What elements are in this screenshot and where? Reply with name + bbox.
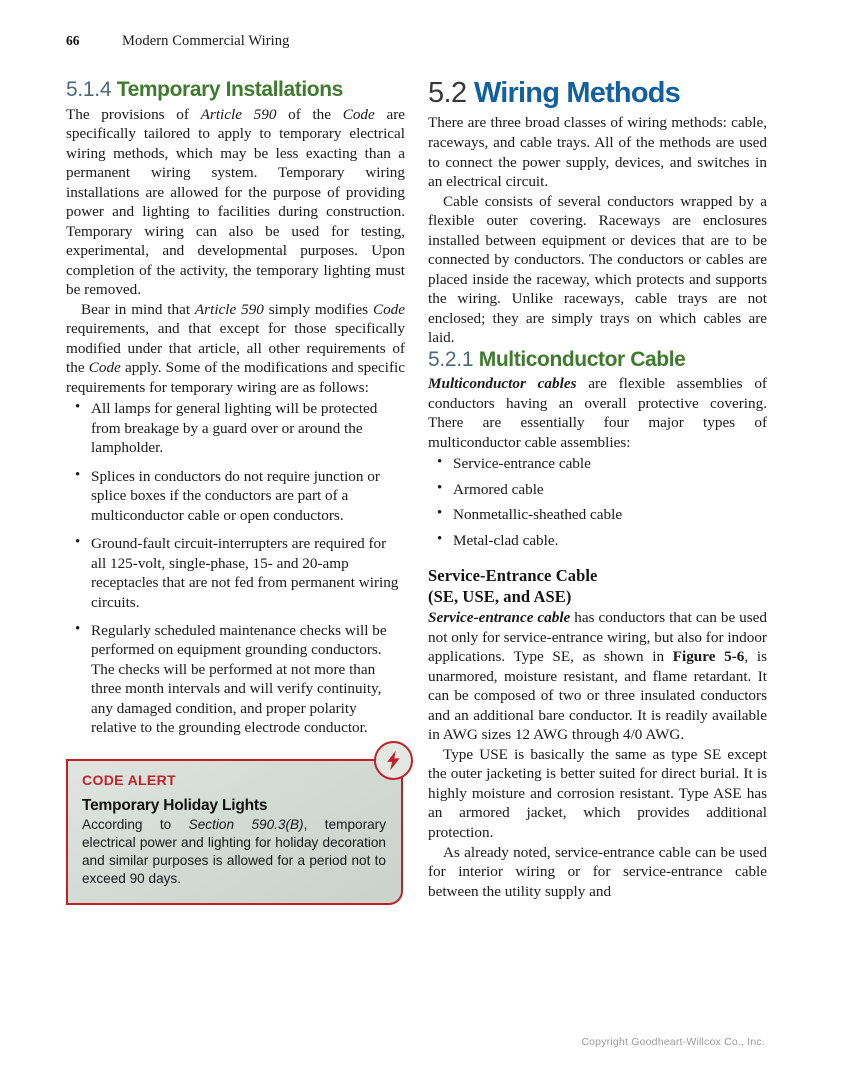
paragraph-wiring-methods-2: Cable consists of several conductors wrapped by a flexible outer covering. Raceways are enclosures installed between equipment or devices that are to be connected by conductors. The conductors or cables are placed inside the raceway, which protects and supports the wiring. Unlike raceways, cable trays are not enclosed; they are simply trays on which cables are laid.	[428, 192, 767, 347]
list-item: • All lamps for general lighting will be protected from breakage by a guard over or around the lampholder.	[66, 399, 405, 457]
list-item: • Regularly scheduled maintenance checks will be performed on equipment grounding conductors. The checks will be performed at not more than three month intervals and will verify continuity, any damaged condition, and proper polarity relative to the grounding electrode conductor.	[66, 621, 405, 738]
list-item: • Splices in conductors do not require junction or splice boxes if the conductors are part of a multiconductor cable or open conductors.	[66, 467, 405, 525]
section-title: Temporary Installations	[116, 78, 343, 101]
lightning-bolt-icon	[374, 741, 413, 780]
right-column	[428, 78, 767, 901]
code-alert-callout	[66, 759, 403, 905]
paragraph-service-entrance-cable-2: Type USE is basically the same as type SE except the outer jacketing is better suited for direct burial. It is highly moisture and corrosion resistant. Type ASE has an armored jacket, which provides additional protection.	[428, 745, 767, 842]
code-alert-kicker: CODE ALERT	[82, 771, 176, 788]
section-heading-5-1-4	[66, 78, 405, 102]
list-item: • Ground-fault circuit-interrupters are required for all 125-volt, single-phase, 15- and 20-amp receptacles that are not fed from permanent wiring circuits.	[66, 534, 405, 612]
paragraph-service-entrance-cable-1: Service-entrance cable has conductors that can be used not only for service-entrance wiring, but also for indoor applications. Type SE, as shown in Figure 5-6, is unarmored, moisture resistant, and flame retardant. It can be composed of two or three insulated conductors and an additional bare conductor. It is readily available in AWG sizes 12 AWG through 4/0 AWG.	[428, 609, 768, 744]
section-heading-5-2-1	[428, 348, 767, 372]
subheading-line-2: (SE, USE, and ASE)	[428, 586, 572, 606]
paragraph-temporary-installations-2: Bear in mind that Article 590 simply modifies Code requirements, and that except for those specifically modified under that article, all other requirements of the Code apply. Some of the modifications and specific requirements for temporary wiring are as follows:	[66, 300, 406, 396]
page-number: 66	[66, 33, 80, 48]
page-body	[0, 78, 849, 978]
list-item: • Nonmetallic-sheathed cable	[428, 505, 767, 524]
left-column	[66, 78, 405, 905]
section-heading-5-2	[428, 78, 767, 108]
subheading-line-1: Service-Entrance Cable	[428, 566, 598, 586]
subsection-number: 5.2.1	[428, 347, 474, 371]
paragraph-temporary-installations-1: The provisions of Article 590 of the Code are specifically tailored to apply to temporary electrical wiring methods, which may be less exacting than a permanent wiring system. Temporary wiring installations are allowed for the purpose of providing power and lighting to facilities during construction. Temporary wiring can also be used for testing, experimental, and developmental purposes. Upon completion of the activity, the temporary lighting must be removed.	[66, 105, 405, 299]
section-number: 5.1.4	[66, 78, 112, 101]
list-item: • Service-entrance cable	[428, 454, 767, 473]
temporary-wiring-requirements-list	[66, 399, 405, 737]
book-title: Modern Commercial Wiring	[122, 33, 290, 49]
paragraph-service-entrance-cable-3: As already noted, service-entrance cable can be used for interior wiring or for service-entrance cable between the utility supply and	[428, 843, 767, 900]
paragraph-multiconductor-cable: Multiconductor cables are flexible assemblies of conductors having an overall protective covering. There are essentially four major types of multiconductor cable assemblies:	[428, 375, 767, 451]
running-head	[66, 33, 766, 53]
copyright-notice: Copyright Goodheart-Willcox Co., Inc.	[581, 1036, 765, 1048]
subsection-title: Multiconductor Cable	[478, 347, 686, 371]
chapter-section-number: 5.2	[428, 77, 467, 109]
code-alert-title: Temporary Holiday Lights	[82, 796, 268, 814]
chapter-section-title: Wiring Methods	[473, 77, 681, 109]
paragraph-wiring-methods-1: There are three broad classes of wiring methods: cable, raceways, and cable trays. All of the methods are used to connect the power supply, devices, and switches in an electrical circuit.	[428, 114, 767, 191]
list-item: • Armored cable	[428, 480, 767, 499]
list-item: • Metal-clad cable.	[428, 531, 767, 550]
multiconductor-cable-types-list	[428, 454, 767, 550]
code-alert-body: According to Section 590.3(B), temporary electrical power and lighting for holiday decoration and similar purposes is allowed for a period not to exceed 90 days.	[82, 816, 386, 887]
subheading-service-entrance-cable	[428, 566, 767, 607]
